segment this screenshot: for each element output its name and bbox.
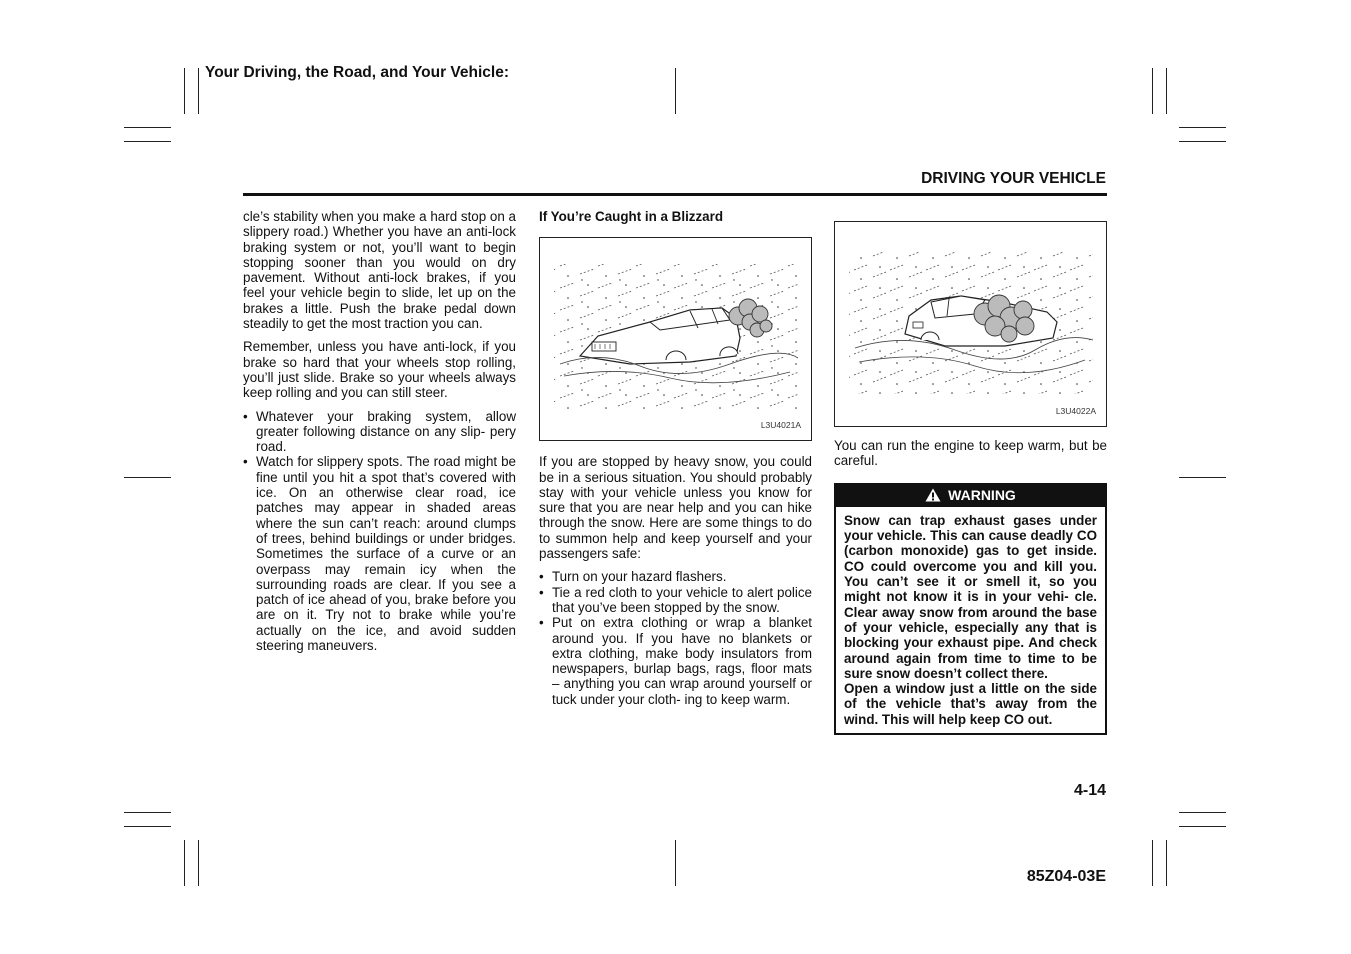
crop-mark xyxy=(1166,68,1167,114)
column-right xyxy=(834,209,1107,735)
warning-triangle-icon xyxy=(925,488,941,502)
crop-mark xyxy=(124,141,171,142)
subheading: If You’re Caught in a Blizzard xyxy=(539,209,724,224)
column-left xyxy=(243,209,516,653)
header-rule xyxy=(243,193,1107,196)
figure-code: L3U4021A xyxy=(760,420,801,430)
crop-mark xyxy=(184,68,185,114)
document-header: Your Driving, the Road, and Your Vehicle: xyxy=(205,64,510,81)
crop-mark xyxy=(675,68,676,114)
section-title: DRIVING YOUR VEHICLE xyxy=(921,170,1106,187)
car-exhaust-snow-illustration xyxy=(835,222,1106,426)
crop-mark xyxy=(124,826,171,827)
page-number: 4-14 xyxy=(1073,782,1106,799)
paragraph: If you are stopped by heavy snow, you could be in a serious situation. You should probably stay with your vehicle unless you know for sure that you are near help and you can hike through the snow. Here are some things to do to summon help and keep yourself and your passengers safe: xyxy=(539,454,812,562)
crop-mark xyxy=(198,68,199,114)
bullet-list xyxy=(539,569,812,707)
crop-mark xyxy=(1179,477,1226,478)
warning-body xyxy=(836,507,1105,733)
list-item: • Watch for slippery spots. The road might be fine until you hit a spot that’s covered with ice. On an otherwise clear road, ice patches may appear in shaded areas where the sun can’t reach: around clumps of trees, behind buildings or under bridges. Sometimes the surface of a curve or an overpass may remain icy when the surrounding roads are clear. If you see a patch of ice ahead of you, brake before you are on it. Try not to brake while you’re actually on the ice, and avoid sudden steering maneuvers. xyxy=(243,454,516,653)
column-middle xyxy=(539,209,812,707)
figure-code: L3U4022A xyxy=(1055,405,1096,416)
paragraph: You can run the engine to keep warm, but be careful. xyxy=(834,438,1107,469)
crop-mark xyxy=(124,127,171,128)
warning-header xyxy=(836,485,1105,507)
warning-paragraph: Snow can trap exhaust gases under your vehicle. This can cause deadly CO (carbon monoxide) gas to get inside. CO could overcome you and kill you. You can’t see it or smell it, so you might not know it is in your vehi- cle. Clear away snow from around the base of your vehicle, especially any that is blocking your exhaust pipe. And check around again from time to time to be sure snow doesn’t collect there. xyxy=(844,512,1097,681)
crop-mark xyxy=(1152,68,1153,114)
figure-car-in-blizzard xyxy=(539,237,812,441)
list-item: • Turn on your hazard flashers. xyxy=(539,569,812,584)
paragraph: Remember, unless you have anti-lock, if you brake so hard that your wheels stop rolling, you’ll just slide. Brake so your wheels always keep rolling and you can still steer. xyxy=(243,339,516,401)
list-item: • Put on extra clothing or wrap a blanket around you. If you have no blankets or extra clothing, make body insulators from newspapers, burlap bags, rags, floor mats – anything you can wrap around yourself or tuck under your cloth- ing to keep warm. xyxy=(539,615,812,707)
warning-paragraph: Open a window just a little on the side of the vehicle that’s away from the wind. This will help keep CO out. xyxy=(844,681,1097,727)
crop-mark xyxy=(198,840,199,886)
list-item: • Tie a red cloth to your vehicle to alert police that you’ve been stopped by the snow. xyxy=(539,585,812,616)
crop-mark xyxy=(1179,127,1226,128)
crop-mark xyxy=(184,840,185,886)
crop-mark xyxy=(124,477,171,478)
crop-mark xyxy=(1179,812,1226,813)
crop-mark xyxy=(124,812,171,813)
bullet-list xyxy=(243,409,516,654)
warning-label: WARNING xyxy=(948,486,1016,503)
figure-car-exhaust-in-snow xyxy=(834,221,1107,427)
crop-mark xyxy=(675,840,676,886)
warning-box xyxy=(834,483,1107,735)
document-code: 85Z04-03E xyxy=(1026,868,1106,885)
list-item: • Whatever your braking system, allow greater following distance on any slip- pery road. xyxy=(243,409,516,455)
car-in-snow-illustration xyxy=(540,238,811,440)
crop-mark xyxy=(1152,840,1153,886)
crop-mark xyxy=(1179,141,1226,142)
paragraph: cle’s stability when you make a hard stop on a slippery road.) Whether you have an anti-lock braking system or not, you’ll want to begin stopping sooner than you would on dry pavement. Without anti-lock brakes, if you feel your vehicle begin to slide, let up on the brakes a little. Push the brake pedal down steadily to get the most traction you can. xyxy=(243,209,516,332)
crop-mark xyxy=(1166,840,1167,886)
crop-mark xyxy=(1179,826,1226,827)
